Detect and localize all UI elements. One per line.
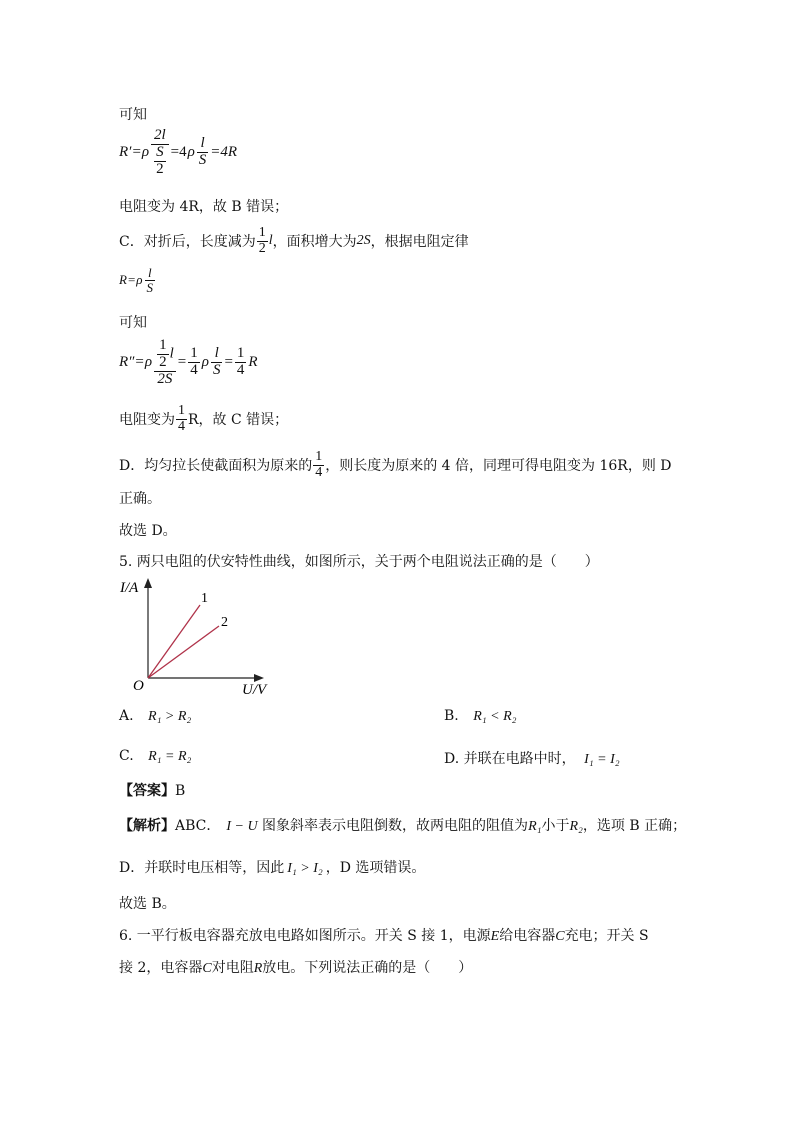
q6-c: C	[555, 929, 565, 944]
eq3-inner-num: 1	[159, 337, 167, 353]
option-b-expr: R₁ < R₂	[473, 709, 517, 724]
eq3-d2: S	[212, 362, 221, 379]
text-option-c-explain	[119, 226, 469, 256]
eq1-d2: S	[198, 152, 207, 169]
eq3-q2-den: 4	[236, 362, 245, 379]
answer-tag: 【答案】	[119, 783, 175, 799]
analysis1-b: 图象斜率表示电阻倒数，故两电阻的阻值为	[257, 818, 529, 834]
d-text-b: ，则长度为原来的 4 倍，同理可得电阻变为 16R，则 D	[325, 458, 672, 475]
text-choose-d: 故选 D。	[119, 523, 177, 539]
option-b-label: B.	[444, 708, 459, 724]
eq3-q-num: 1	[190, 345, 198, 362]
line-1	[148, 605, 200, 678]
analysis1-r2: R₂	[569, 819, 583, 834]
option-d-label: D. 并联在电路中时，	[444, 751, 576, 767]
question-6-line-1	[119, 925, 649, 945]
eq1-den-num: S	[156, 143, 164, 160]
option-b[interactable]	[444, 708, 517, 725]
rq-den: 4	[178, 418, 185, 434]
eq1-mid: =4	[170, 144, 187, 161]
eq3-n2: l	[211, 346, 223, 363]
analysis-line-1	[119, 815, 686, 835]
c-2s: 2S	[356, 233, 371, 249]
eq2-lhs: R	[119, 272, 127, 288]
q6-l2-c: C	[202, 961, 212, 976]
eq3-quarter2	[235, 346, 247, 379]
eq1-eq: =	[132, 144, 141, 161]
line-2	[148, 626, 219, 678]
eq3-quarter	[188, 346, 200, 379]
iv-graph	[112, 574, 282, 700]
rq-num: 1	[178, 403, 185, 418]
c-l: l	[268, 233, 273, 249]
text-option-d-explain	[119, 450, 672, 480]
y-axis-arrow	[144, 578, 152, 588]
q6-l2-b: 对电阻	[211, 960, 254, 976]
answer-value: B	[175, 783, 186, 799]
eq3-big-den: 2S	[157, 370, 173, 387]
text-d-correct: 正确。	[119, 491, 161, 507]
option-c-label: C.	[119, 748, 134, 764]
question-6-line-2	[119, 957, 472, 977]
y-axis-label: I/A	[120, 580, 139, 596]
q6-a: 6. 一平行板电容器充放电电路如图所示。开关 S 接 1，电源	[119, 928, 491, 944]
analysis1-d: ，选项 B 正确；	[582, 818, 687, 834]
answer-line	[119, 780, 185, 800]
analysis-line-2	[119, 857, 425, 877]
text-resistance-4r: 电阻变为 4R，故 B 错误；	[119, 199, 289, 215]
eq1-rhs: =4R	[210, 144, 238, 161]
text-keshi-1: 可知	[119, 107, 147, 123]
eq2-d: S	[146, 279, 154, 295]
eq3-big-num	[154, 338, 176, 372]
eq3-rho2: ρ	[201, 354, 209, 371]
eq1-num: 2l	[151, 128, 169, 145]
eq3-inner-den: 2	[159, 353, 167, 370]
q6-e: E	[490, 929, 500, 944]
text-keshi-2: 可知	[119, 315, 147, 331]
analysis2-a: D．并联时电压相等，因此	[119, 860, 285, 876]
d-text-a: D．均匀拉长使截面积为原来的	[119, 458, 313, 475]
eq3-q2-num: 1	[236, 345, 245, 362]
analysis1-r1: R₁	[528, 819, 542, 834]
text-choose-b: 故选 B。	[119, 896, 176, 912]
eq2-eq: =	[127, 272, 136, 288]
c-text-b: ，面积增大为	[272, 234, 357, 251]
eq3-e3: =	[224, 354, 233, 371]
d-num: 1	[315, 449, 323, 464]
q6-d: 充电；开关 S	[564, 928, 649, 944]
d-fraction	[313, 450, 324, 480]
c-half-num: 1	[258, 225, 266, 240]
q6-l2-d: 放电。下列说法正确的是（ ）	[262, 960, 473, 976]
eq3-lhs: R″	[119, 354, 135, 371]
eq1-lhs: R′	[119, 144, 132, 161]
x-axis-label: U/V	[242, 682, 267, 698]
equation-r-law	[119, 266, 156, 294]
c-half-den: 2	[258, 240, 266, 256]
eq1-rho: ρ	[141, 144, 150, 161]
eq1-fraction	[151, 128, 169, 177]
eq2-fraction	[145, 266, 156, 294]
line-1-label: 1	[201, 591, 208, 606]
option-c-expr: R₁ = R₂	[148, 749, 192, 764]
text-resistance-quarter	[119, 404, 288, 434]
eq3-q-den: 4	[190, 362, 198, 379]
c-half-fraction	[257, 226, 268, 256]
analysis1-c: 小于	[541, 818, 570, 834]
eq3-eq: =	[135, 354, 144, 371]
q6-b: 给电容器	[499, 928, 556, 944]
eq3-rhs: R	[248, 354, 258, 371]
eq3-e2: =	[177, 354, 187, 371]
q6-l2-r: R	[253, 961, 263, 976]
equation-r-double-prime	[119, 338, 258, 387]
equation-r-prime	[119, 128, 237, 177]
analysis2-expr: I₁ > I₂	[287, 861, 323, 876]
question-5: 5. 两只电阻的伏安特性曲线，如图所示，关于两个电阻说法正确的是（ ）	[119, 554, 599, 570]
option-a-label: A.	[119, 708, 134, 724]
analysis2-b: ，D 选项错误。	[325, 860, 426, 876]
rq-text-b: R，故 C 错误；	[188, 412, 289, 429]
option-d[interactable]	[444, 748, 620, 768]
option-c[interactable]	[119, 748, 191, 765]
c-text-a: C．对折后，长度减为	[119, 234, 256, 251]
rq-text-a: 电阻变为	[119, 412, 175, 429]
eq3-big-fraction	[154, 338, 176, 387]
eq1-den-den: 2	[156, 160, 164, 177]
line-2-label: 2	[221, 615, 228, 630]
origin-label: O	[133, 678, 144, 694]
d-den: 4	[315, 464, 323, 480]
eq3-rho: ρ	[144, 354, 153, 371]
eq3-inner-l: l	[169, 345, 174, 362]
c-text-c: ，根据电阻定律	[370, 234, 469, 251]
analysis1-a: ABC．	[175, 818, 221, 834]
option-a[interactable]	[119, 708, 191, 725]
eq1-den	[151, 145, 169, 178]
eq1-fraction2	[197, 136, 209, 169]
eq1-rho2: ρ	[187, 144, 195, 161]
option-d-expr: I₁ = I₂	[584, 752, 620, 767]
eq3-ls	[211, 346, 223, 379]
eq2-n: l	[145, 266, 156, 281]
analysis-tag: 【解析】	[119, 818, 175, 834]
eq1-n2: l	[197, 136, 209, 153]
analysis1-iu: I − U	[226, 819, 258, 834]
eq2-rho: ρ	[136, 272, 143, 288]
rq-fraction	[176, 404, 187, 434]
q6-l2-a: 接 2，电容器	[119, 960, 203, 976]
option-a-expr: R₁ > R₂	[148, 709, 192, 724]
x-axis-arrow	[254, 674, 264, 682]
